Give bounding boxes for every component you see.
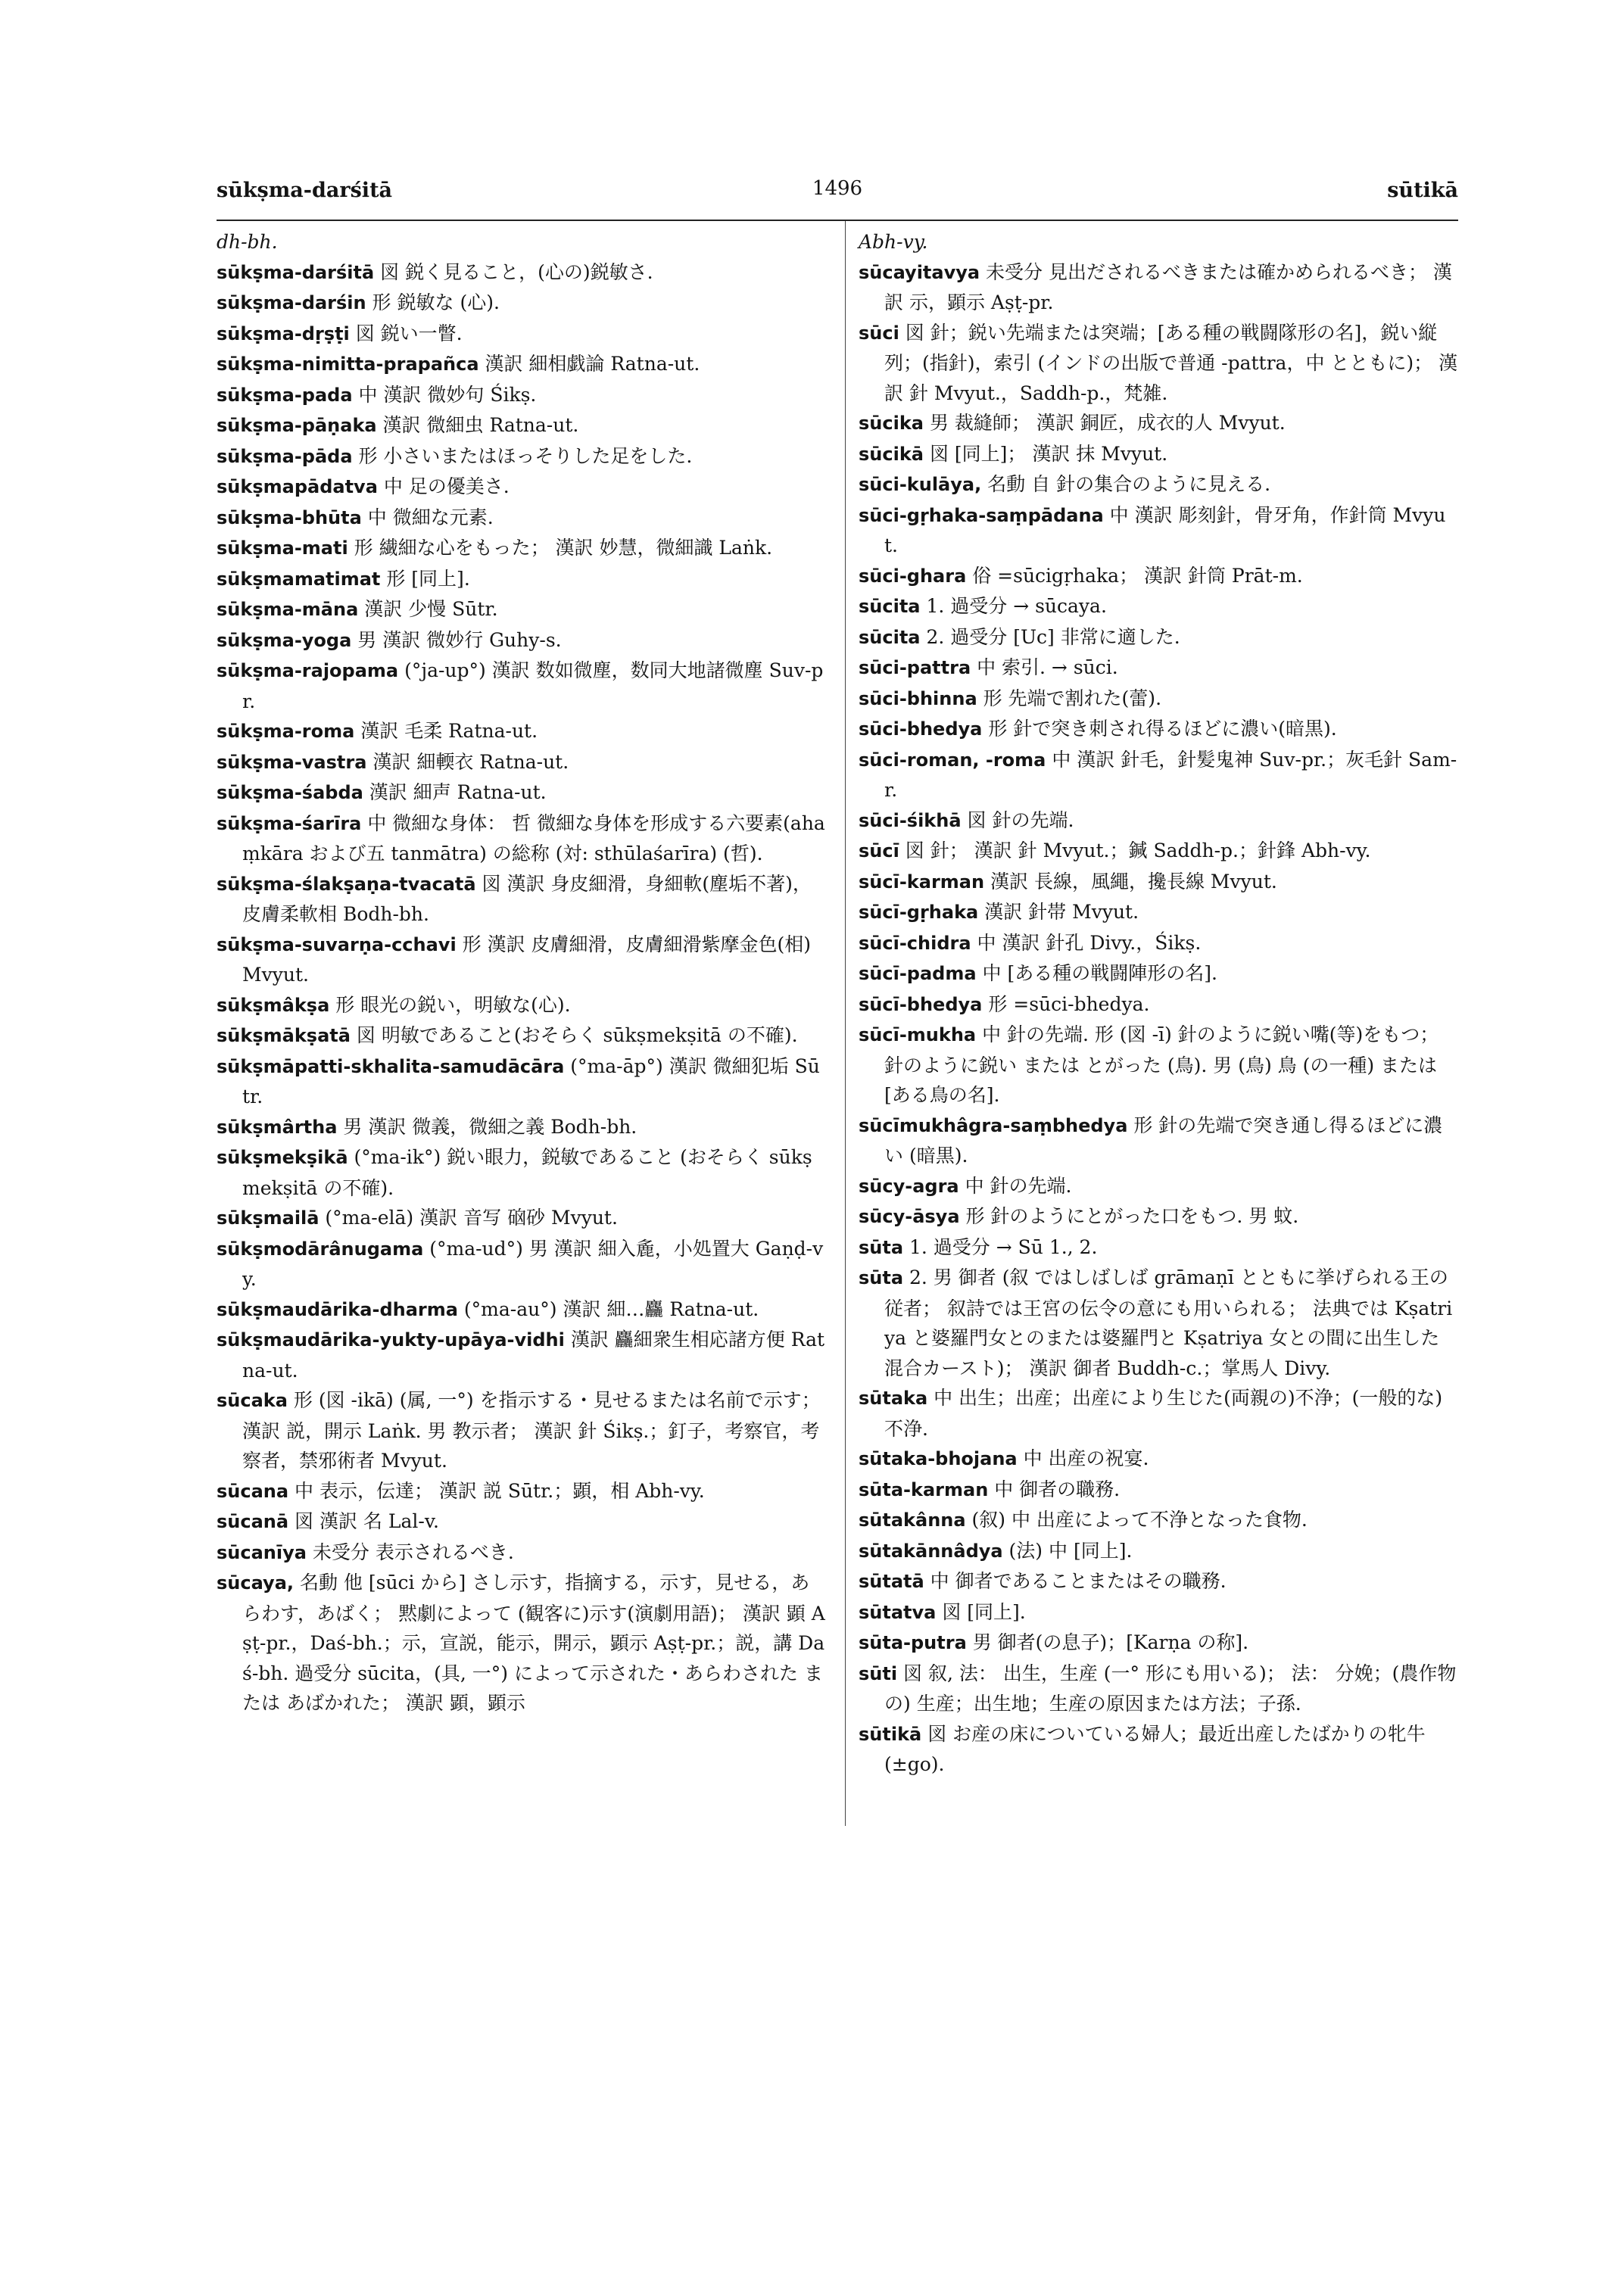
entry-definition: 中 出生；出産；出産により生じた(両親の)不浄；(一般的な)不浄. <box>884 1387 1443 1440</box>
dictionary-entry <box>859 622 1458 653</box>
entry-headword: sūkṣma-mati <box>217 537 348 559</box>
entry-definition: 形 針の先端で突き通し得るほどに濃い (暗黒). <box>884 1114 1443 1167</box>
entry-definition: 形 =sūci-bhedya. <box>988 992 1150 1015</box>
entry-definition: 2. 過受分 [Uc] 非常に適した. <box>926 625 1180 648</box>
entry-headword: sūcy-āsya <box>859 1206 960 1227</box>
entry-definition: 中 御者であることまたはその職務. <box>930 1570 1227 1592</box>
dictionary-entry <box>859 1536 1458 1567</box>
dictionary-entry <box>859 1566 1458 1597</box>
dictionary-entry <box>859 1232 1458 1263</box>
entry-definition: 俗 =sūcigṛhaka； 漢訳 針筒 Prāt-m. <box>972 564 1303 587</box>
dictionary-entry <box>217 288 827 319</box>
entry-definition: 名動 他 [sūci から] さし示す，指摘する，示す，見せる，あらわす，あばく； 黙劇によって (観客に)示す(演劇用語)； 漢訳 顕 Aṣṭ-pr.，Daś-bh.；示，宣説，能示，開示，顕示 Aṣṭ-pr.；説，講 Daś-bh. 過受分 sūcita，(具, 一°) によって示された・あらわされた または あばかれた； 漢訳 顕，顕示 <box>242 1572 825 1714</box>
entry-headword: sūkṣma-śarīra <box>217 812 362 834</box>
dictionary-entry <box>859 1628 1458 1659</box>
right-guide-word: sūtikā <box>1387 179 1458 202</box>
entry-definition: 中 微細な元素. <box>367 506 494 528</box>
entry-definition: 形 小さいまたはほっそりした足をした. <box>358 444 693 467</box>
entry-headword: sūkṣma-bhūta <box>217 506 362 528</box>
dictionary-entry <box>217 472 827 503</box>
entry-headword: sūkṣma-śabda <box>217 782 363 803</box>
entry-headword: sūkṣma-darśitā <box>217 261 375 283</box>
entry-definition: 漢訳 細相戯論 Ratna-ut. <box>485 353 700 375</box>
entry-definition: 1. 過受分 → Sū 1., 2. <box>909 1235 1098 1258</box>
dictionary-entry <box>859 867 1458 898</box>
entry-headword: sūci-roman, -roma <box>859 749 1046 771</box>
dictionary-entry <box>859 928 1458 959</box>
entry-headword: sūtikā <box>859 1723 922 1745</box>
dictionary-entry <box>217 1385 827 1476</box>
entry-headword: sūkṣmekṣikā <box>217 1147 348 1168</box>
dictionary-entry <box>217 1325 827 1385</box>
entry-headword: sūkṣma-pāda <box>217 445 353 467</box>
column-divider <box>845 221 846 1826</box>
entry-headword: sūci-pattra <box>859 657 971 678</box>
header-rule <box>217 220 1458 221</box>
entry-definition: 名動 自 針の集合のように見える. <box>987 473 1271 495</box>
entry-definition: (°ma-āp°) 漢訳 微細犯垢 Sūtr. <box>242 1055 820 1108</box>
entry-headword: sūkṣmâkṣa <box>217 994 330 1016</box>
dictionary-entry <box>859 1597 1458 1628</box>
dictionary-entry <box>217 257 827 288</box>
entry-definition: 形 漢訳 皮膚細滑，皮膚細滑紫摩金色(相) Mvyut. <box>242 933 812 986</box>
dictionary-entry <box>859 989 1458 1020</box>
entry-headword: sūkṣmapādatva <box>217 476 378 497</box>
entry-headword: sūci-gṛhaka-saṃpādana <box>859 504 1104 526</box>
dictionary-entry <box>217 656 827 716</box>
entry-headword: sūci-ghara <box>859 565 967 587</box>
entry-headword: sūti <box>859 1662 898 1684</box>
entry-headword: sūkṣma-darśin <box>217 292 366 313</box>
entry-definition: (°ja-up°) 漢訳 数如微塵，数同大地諸微塵 Suv-pr. <box>242 659 824 712</box>
entry-headword: sūtatva <box>859 1601 937 1623</box>
dictionary-entry <box>859 1659 1458 1719</box>
dictionary-entry <box>859 1263 1458 1383</box>
dictionary-entry <box>217 319 827 350</box>
entry-definition: 中 索引. → sūci. <box>977 656 1118 678</box>
dictionary-entry <box>217 1568 827 1718</box>
entry-headword: sūcaya, <box>217 1572 295 1594</box>
entry-headword: sūkṣmailā <box>217 1207 320 1229</box>
dictionary-entry <box>217 747 827 778</box>
dictionary-entry <box>859 836 1458 867</box>
entry-definition: 図 漢訳 身皮細滑，身細軟(塵垢不著)，皮膚柔軟相 Bodh-bh. <box>242 872 812 925</box>
entry-continuation: Abh-vy. <box>859 231 928 253</box>
entry-definition: 中 出産の祝宴. <box>1023 1447 1149 1469</box>
dictionary-entry <box>217 808 827 869</box>
entry-definition: 中 [ある種の戦闘陣形の名]. <box>982 962 1217 984</box>
entry-definition: 形 繊細な心をもった； 漢訳 妙慧，微細識 Laṅk. <box>354 537 773 559</box>
dictionary-entry <box>859 561 1458 592</box>
entry-definition: (叙) 中 出産によって不浄となった食物. <box>971 1509 1308 1531</box>
entry-headword: sūtakānnâdya <box>859 1540 1003 1562</box>
dictionary-entry <box>217 503 827 534</box>
entry-definition: 中 漢訳 彫刻針，骨牙角，作針筒 Mvyut. <box>884 503 1446 556</box>
entry-definition: 形 針で突き刺され得るほどに濃い(暗黒). <box>988 718 1337 740</box>
entry-definition: 図 針； 漢訳 針 Mvyut.；鍼 Saddh-p.；針鋒 Abh-vy. <box>905 840 1371 861</box>
entry-definition: 漢訳 麤細衆生相応諸方便 Ratna-ut. <box>242 1329 825 1382</box>
entry-headword: sūcī-mukha <box>859 1024 977 1045</box>
entry-definition: 図 [同上]； 漢訳 抹 Mvyut. <box>929 442 1168 465</box>
dictionary-entry <box>217 380 827 411</box>
entry-headword: sūta-karman <box>859 1478 989 1500</box>
dictionary-entry <box>217 227 827 257</box>
dictionary-entry <box>859 653 1458 684</box>
page-number: 1496 <box>812 177 863 200</box>
right-column <box>859 227 1458 1780</box>
dictionary-entry <box>217 441 827 472</box>
entry-headword: sūkṣmârtha <box>217 1116 338 1138</box>
entry-headword: sūkṣma-dṛṣṭi <box>217 322 350 344</box>
entry-headword: sūta <box>859 1236 904 1258</box>
entry-definition: (法) 中 [同上]. <box>1008 1539 1133 1562</box>
entry-definition: 形 眼光の鋭い，明敏な(心). <box>335 993 571 1016</box>
entry-definition: 未受分 見出だされるべきまたは確かめられるべき； 漢訳 示，顕示 Aṣṭ-pr. <box>884 260 1452 313</box>
entry-headword: sūcanā <box>217 1511 289 1532</box>
entry-headword: sūta-putra <box>859 1632 967 1653</box>
dictionary-entry <box>217 625 827 656</box>
entry-headword: sūkṣma-yoga <box>217 629 352 651</box>
entry-headword: sūcaka <box>217 1390 288 1411</box>
entry-headword: sūcīmukhâgra-saṃbhedya <box>859 1114 1128 1136</box>
entry-definition: 中 微細な身体： 哲 微細な身体を形成する六要素(ahaṃkāra および五 tanmātra) の総称 (対: sthūlaśarīra) (哲). <box>242 812 825 865</box>
dictionary-entry <box>217 990 827 1021</box>
entry-headword: sūtakânna <box>859 1509 966 1531</box>
dictionary-entry <box>859 227 1458 257</box>
dictionary-entry <box>859 897 1458 928</box>
entry-headword: sūcikā <box>859 443 924 465</box>
entry-definition: 漢訳 微細虫 Ratna-ut. <box>382 414 579 436</box>
entry-headword: sūcī-gṛhaka <box>859 902 979 923</box>
entry-definition: 図 明敏であること(おそらく sūkṣmekṣitā の不確). <box>356 1024 798 1046</box>
entry-headword: sūkṣma-pada <box>217 384 353 406</box>
entry-headword: sūci <box>859 322 899 344</box>
dictionary-entry <box>217 1142 827 1203</box>
entry-definition: 図 鋭い一瞥. <box>355 322 463 344</box>
entry-continuation: dh-bh. <box>217 231 278 253</box>
entry-definition: 中 漢訳 針孔 Divy.，Śikṣ. <box>977 931 1202 954</box>
entry-definition: 中 御者の職務. <box>994 1478 1121 1500</box>
dictionary-entry <box>859 500 1458 561</box>
dictionary-entry <box>859 1111 1458 1171</box>
entry-definition: 漢訳 毛柔 Ratna-ut. <box>360 720 538 742</box>
dictionary-entry <box>217 930 827 990</box>
entry-headword: sūcika <box>859 413 924 434</box>
entry-definition: (°ma-au°) 漢訳 細…麤 Ratna-ut. <box>463 1298 759 1320</box>
dictionary-entry <box>217 594 827 625</box>
entry-definition: 漢訳 細声 Ratna-ut. <box>369 781 547 803</box>
entry-headword: sūcy-agra <box>859 1175 959 1197</box>
dictionary-entry <box>217 1051 827 1112</box>
dictionary-entry <box>859 591 1458 622</box>
entry-definition: (°ma-ud°) 男 漢訳 細入麁，小処置大 Gaṇḍ-vy. <box>242 1237 824 1290</box>
entry-headword: sūkṣma-māna <box>217 599 359 620</box>
entry-definition: 男 御者(の息子)；[Karṇa の称]. <box>972 1631 1249 1653</box>
entry-definition: 図 叙, 法： 出生，生産 (一° 形にも用いる)； 法： 分娩；(農作物の) 生産；出生地；生産の原因または方法；子孫. <box>884 1662 1457 1715</box>
dictionary-entry <box>217 1112 827 1143</box>
dictionary-entry <box>859 469 1458 500</box>
entry-headword: sūkṣmodārânugama <box>217 1238 424 1260</box>
dictionary-entry <box>217 1537 827 1569</box>
dictionary-entry <box>217 777 827 808</box>
entry-definition: 男 漢訳 微妙行 Guhy-s. <box>357 628 562 651</box>
entry-definition: 図 お産の床についている婦人；最近出産したばかりの牝牛 (±go). <box>884 1722 1426 1775</box>
dictionary-entry <box>217 1294 827 1326</box>
dictionary-entry <box>217 1203 827 1234</box>
entry-headword: sūcī-bhedya <box>859 993 983 1015</box>
dictionary-entry <box>859 1383 1458 1444</box>
entry-definition: 図 鋭く見ること，(心の)鋭敏さ. <box>380 260 653 283</box>
dictionary-entry <box>859 1505 1458 1536</box>
entry-definition: 中 針の先端. <box>965 1174 1072 1197</box>
entry-definition: 2. 男 御者 (叙 ではしばしば grāmaṇī とともに挙げられる王の従者； 叙詩では王宮の伝令の意にも用いられる； 法典では Kṣatriya と婆羅門女とのまたは婆羅門と Kṣatriya 女との間に出生した混合カースト)； 漢訳 御者 Buddh-c.；掌馬人 Divy. <box>884 1266 1453 1379</box>
entry-headword: sūkṣma-pāṇaka <box>217 415 377 436</box>
dictionary-entry <box>859 684 1458 715</box>
entry-definition: 未受分 表示されるべき. <box>312 1541 514 1563</box>
entry-definition: 漢訳 針帯 Mvyut. <box>984 901 1139 923</box>
entry-definition: 図 針；鋭い先端または突端；[ある種の戦闘隊形の名]，鋭い縦列；(指針)，索引 (インドの出版で普通 -pattra，中 とともに)； 漢訳 針 Mvyut.，Saddh-p.，梵雑. <box>884 321 1458 404</box>
entry-headword: sūkṣma-roma <box>217 721 355 742</box>
entry-definition: 形 鋭敏な (心). <box>372 291 500 313</box>
entry-headword: sūcita <box>859 626 921 648</box>
entry-headword: sūkṣma-rajopama <box>217 660 399 681</box>
dictionary-entry <box>859 1719 1458 1780</box>
entry-headword: sūta <box>859 1267 904 1288</box>
dictionary-entry <box>859 958 1458 989</box>
entry-headword: sūcī-chidra <box>859 932 971 954</box>
dictionary-entry <box>859 439 1458 470</box>
entry-definition: 漢訳 細輭衣 Ratna-ut. <box>372 750 569 773</box>
entry-headword: sūtatā <box>859 1571 924 1592</box>
dictionary-entry <box>217 1020 827 1051</box>
dictionary-entry <box>217 1234 827 1294</box>
entry-headword: sūkṣmāpatti-skhalita-samudācāra <box>217 1055 565 1077</box>
entry-headword: sūkṣma-ślakṣaṇa-tvacatā <box>217 873 476 895</box>
entry-definition: 男 裁縫師； 漢訳 銅匠，成衣的人 Mvyut. <box>929 412 1286 434</box>
entry-headword: sūtaka <box>859 1388 928 1409</box>
entry-headword: sūcana <box>217 1480 289 1502</box>
entry-definition: 形 先端で割れた(蕾). <box>983 687 1162 709</box>
entry-headword: sūkṣma-nimitta-prapañca <box>217 354 479 375</box>
entry-definition: 図 [同上]. <box>942 1600 1026 1623</box>
dictionary-entry <box>859 714 1458 745</box>
dictionary-entry <box>859 257 1458 318</box>
entry-definition: 漢訳 長線，風繩，攙長線 Mvyut. <box>990 870 1277 893</box>
dictionary-entry <box>217 1506 827 1537</box>
dictionary-entry <box>217 1476 827 1507</box>
entry-headword: sūcī-karman <box>859 871 985 893</box>
entry-definition: 中 漢訳 微妙句 Śikṣ. <box>358 383 537 406</box>
entry-definition: 中 足の優美さ. <box>383 475 510 497</box>
entry-definition: (°ma-elā) 漢訳 音写 硇砂 Mvyut. <box>325 1207 618 1229</box>
entry-headword: sūci-kulāya, <box>859 474 982 495</box>
dictionary-entry <box>859 1444 1458 1475</box>
entry-definition: 中 表示，伝達； 漢訳 説 Sūtr.；顕，相 Abh-vy. <box>295 1479 705 1502</box>
entry-headword: sūci-bhedya <box>859 718 983 740</box>
entry-headword: sūcī <box>859 840 899 861</box>
entry-headword: sūkṣmākṣatā <box>217 1025 351 1046</box>
dictionary-entry <box>859 1171 1458 1202</box>
entry-headword: sūcita <box>859 596 921 617</box>
entry-definition: (°ma-ik°) 鋭い眼力，鋭敏であること (おそらく sūkṣmekṣitā の不確). <box>242 1146 812 1199</box>
entry-definition: 形 針のようにとがった口をもつ. 男 蚊. <box>965 1205 1299 1227</box>
page-header <box>217 173 1458 215</box>
entry-definition: 図 漢訳 名 Lal-v. <box>295 1510 439 1532</box>
entry-definition: 中 針の先端. 形 (図 -ī) 針のように鋭い嘴(等)をもつ； 針のように鋭い または とがった (鳥). 男 (鳥) 鳥 (の一種) または [ある鳥の名]. <box>884 1023 1439 1106</box>
dictionary-entry <box>859 1201 1458 1232</box>
entry-headword: sūcī-padma <box>859 963 977 984</box>
entry-headword: sūkṣma-suvarṇa-cchavi <box>217 933 457 955</box>
entry-definition: 形 [同上]. <box>386 567 470 590</box>
dictionary-entry <box>859 1475 1458 1506</box>
entry-headword: sūtaka-bhojana <box>859 1448 1018 1469</box>
dictionary-entry <box>859 745 1458 805</box>
dictionary-entry <box>859 408 1458 439</box>
entry-headword: sūkṣmaudārika-dharma <box>217 1298 458 1320</box>
entry-headword: sūcanīya <box>217 1541 307 1563</box>
entry-definition: 男 漢訳 微義，微細之義 Bodh-bh. <box>343 1115 637 1138</box>
entry-headword: sūkṣmamatimat <box>217 568 381 590</box>
entry-definition: 1. 過受分 → sūcaya. <box>926 595 1107 617</box>
entry-headword: sūci-śikhā <box>859 809 962 831</box>
entry-definition: 図 針の先端. <box>967 808 1074 831</box>
left-column <box>217 227 827 1718</box>
entry-headword: sūkṣmaudārika-yukty-upāya-vidhi <box>217 1329 565 1351</box>
dictionary-entry <box>859 805 1458 837</box>
entry-definition: 漢訳 少慢 Sūtr. <box>364 598 498 620</box>
dictionary-entry <box>217 349 827 380</box>
entry-headword: sūcayitavya <box>859 261 980 283</box>
dictionary-entry <box>217 533 827 564</box>
entry-definition: 形 (図 -ikā) (属, 一°) を指示する・見せるまたは名前で示す； 漢訳 説，開示 Laṅk. 男 教示者； 漢訳 針 Śikṣ.；釘子，考察官，考察者，禁邪術者 Mvyut. <box>242 1389 821 1472</box>
entry-headword: sūci-bhinna <box>859 687 977 709</box>
dictionary-entry <box>217 869 827 930</box>
entry-headword: sūkṣma-vastra <box>217 751 367 773</box>
dictionary-entry <box>859 1020 1458 1111</box>
dictionary-entry <box>217 716 827 747</box>
dictionary-entry <box>217 564 827 595</box>
dictionary-entry <box>859 318 1458 409</box>
entry-definition: 中 漢訳 針毛，針髪鬼神 Suv-pr.；灰毛針 Sam-r. <box>884 748 1457 801</box>
dictionary-entry <box>217 410 827 441</box>
left-guide-word: sūkṣma-darśitā <box>217 179 393 202</box>
